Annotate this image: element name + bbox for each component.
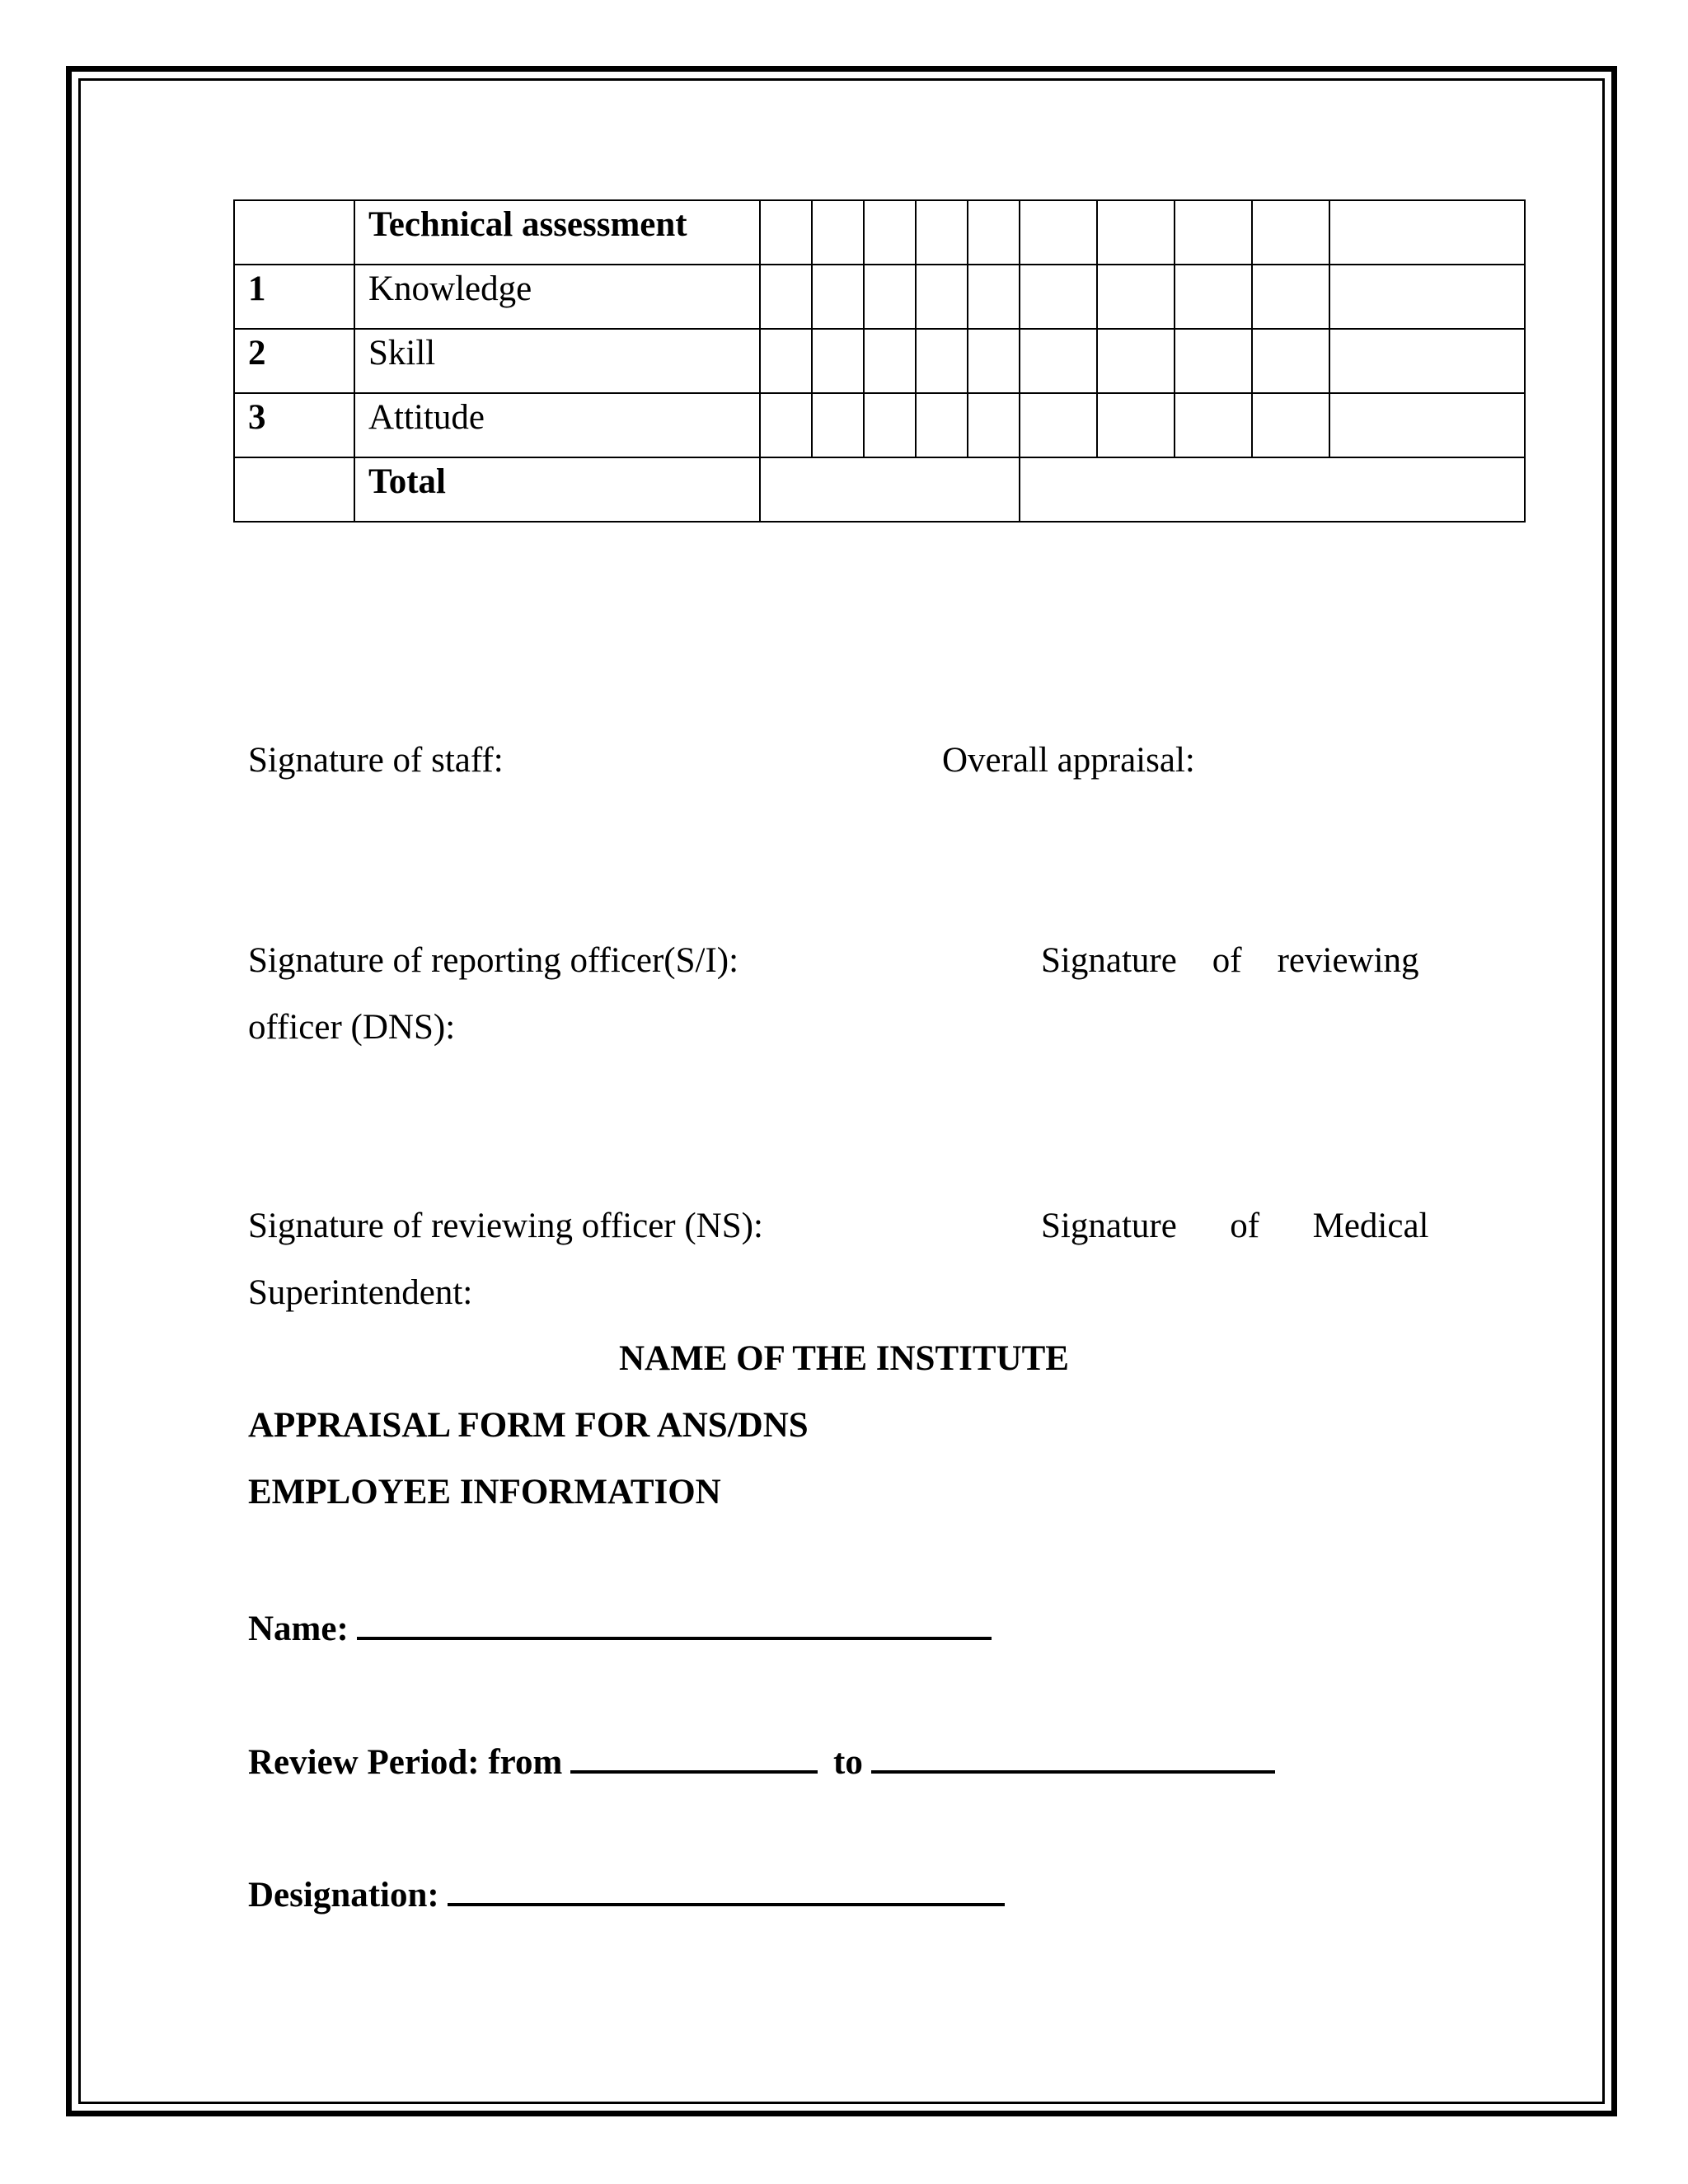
score-cell[interactable]: [1252, 200, 1329, 265]
header-label-cell: Technical assessment: [354, 200, 760, 265]
signature-staff-label: Signature of staff:: [248, 741, 504, 780]
score-cell[interactable]: [864, 329, 916, 393]
score-cell[interactable]: [1252, 329, 1329, 393]
score-cell[interactable]: [1020, 200, 1097, 265]
row-num-cell: 3: [234, 393, 354, 457]
score-cell[interactable]: [1175, 265, 1252, 329]
score-cell[interactable]: [864, 393, 916, 457]
score-cell[interactable]: [1097, 200, 1175, 265]
designation-label: Designation:: [248, 1876, 439, 1915]
name-input-line[interactable]: [357, 1607, 992, 1640]
score-cell[interactable]: [760, 329, 812, 393]
score-cell[interactable]: [1329, 393, 1525, 457]
score-cell[interactable]: [1252, 393, 1329, 457]
institute-heading: NAME OF THE INSTITUTE: [619, 1339, 1069, 1378]
score-cell[interactable]: [864, 265, 916, 329]
score-cell[interactable]: [1329, 329, 1525, 393]
review-period-row: [248, 1741, 1275, 1780]
form-title: APPRAISAL FORM FOR ANS/DNS: [248, 1406, 809, 1445]
overall-appraisal-label: Overall appraisal:: [942, 741, 1195, 780]
score-cell[interactable]: [1097, 265, 1175, 329]
score-cell[interactable]: [1097, 393, 1175, 457]
row-num-cell: 2: [234, 329, 354, 393]
score-cell[interactable]: [1020, 265, 1097, 329]
signature-reviewing-ns-label: Signature of reviewing officer (NS):: [248, 1207, 763, 1245]
row-label-cell: Attitude: [354, 393, 760, 457]
table-row: [234, 329, 1525, 393]
designation-field-row: [248, 1873, 1005, 1913]
signature-medical-superintendent-label: Signature of Medical: [1041, 1207, 1429, 1245]
score-cell[interactable]: [1329, 265, 1525, 329]
review-period-label: Review Period: from: [248, 1743, 563, 1782]
technical-assessment-table: [233, 199, 1526, 523]
header-num-cell: [234, 200, 354, 265]
score-cell[interactable]: [1175, 393, 1252, 457]
score-cell[interactable]: [968, 393, 1020, 457]
score-cell[interactable]: [916, 393, 968, 457]
score-cell[interactable]: [1252, 265, 1329, 329]
total-num-cell: [234, 457, 354, 522]
score-cell[interactable]: [1020, 329, 1097, 393]
row-num-cell: 1: [234, 265, 354, 329]
row-label-cell: Skill: [354, 329, 760, 393]
score-cell[interactable]: [916, 265, 968, 329]
review-to-input-line[interactable]: [871, 1741, 1275, 1774]
score-cell[interactable]: [916, 329, 968, 393]
signature-reporting-officer-label: Signature of reporting officer(S/I):: [248, 941, 739, 980]
score-cell[interactable]: [864, 200, 916, 265]
signature-reviewing-dns-label: Signature of reviewing: [1041, 941, 1419, 980]
score-cell[interactable]: [968, 200, 1020, 265]
score-cell[interactable]: [760, 200, 812, 265]
score-cell[interactable]: [1175, 200, 1252, 265]
score-cell[interactable]: [916, 200, 968, 265]
score-cell[interactable]: [760, 265, 812, 329]
score-cell[interactable]: [1175, 329, 1252, 393]
row-label-cell: Knowledge: [354, 265, 760, 329]
score-cell[interactable]: [812, 200, 864, 265]
table-header-row: [234, 200, 1525, 265]
signature-reviewing-dns-label-cont: officer (DNS):: [248, 1008, 456, 1047]
score-cell[interactable]: [968, 265, 1020, 329]
review-to-label: to: [833, 1743, 863, 1782]
signature-medical-superintendent-label-cont: Superintendent:: [248, 1273, 473, 1312]
score-cell[interactable]: [760, 393, 812, 457]
score-cell[interactable]: [1097, 329, 1175, 393]
table-total-row: [234, 457, 1525, 522]
score-cell[interactable]: [812, 329, 864, 393]
score-cell[interactable]: [968, 329, 1020, 393]
total-score-cell[interactable]: [1020, 457, 1525, 522]
table-row: [234, 265, 1525, 329]
score-cell[interactable]: [1020, 393, 1097, 457]
designation-input-line[interactable]: [448, 1873, 1005, 1906]
score-cell[interactable]: [812, 393, 864, 457]
total-score-cell[interactable]: [760, 457, 1020, 522]
section-heading: EMPLOYEE INFORMATION: [248, 1473, 721, 1511]
name-label: Name:: [248, 1610, 349, 1648]
score-cell[interactable]: [1329, 200, 1525, 265]
score-cell[interactable]: [812, 265, 864, 329]
name-field-row: [248, 1607, 992, 1647]
total-label-cell: Total: [354, 457, 760, 522]
review-from-input-line[interactable]: [570, 1741, 818, 1774]
table-row: [234, 393, 1525, 457]
